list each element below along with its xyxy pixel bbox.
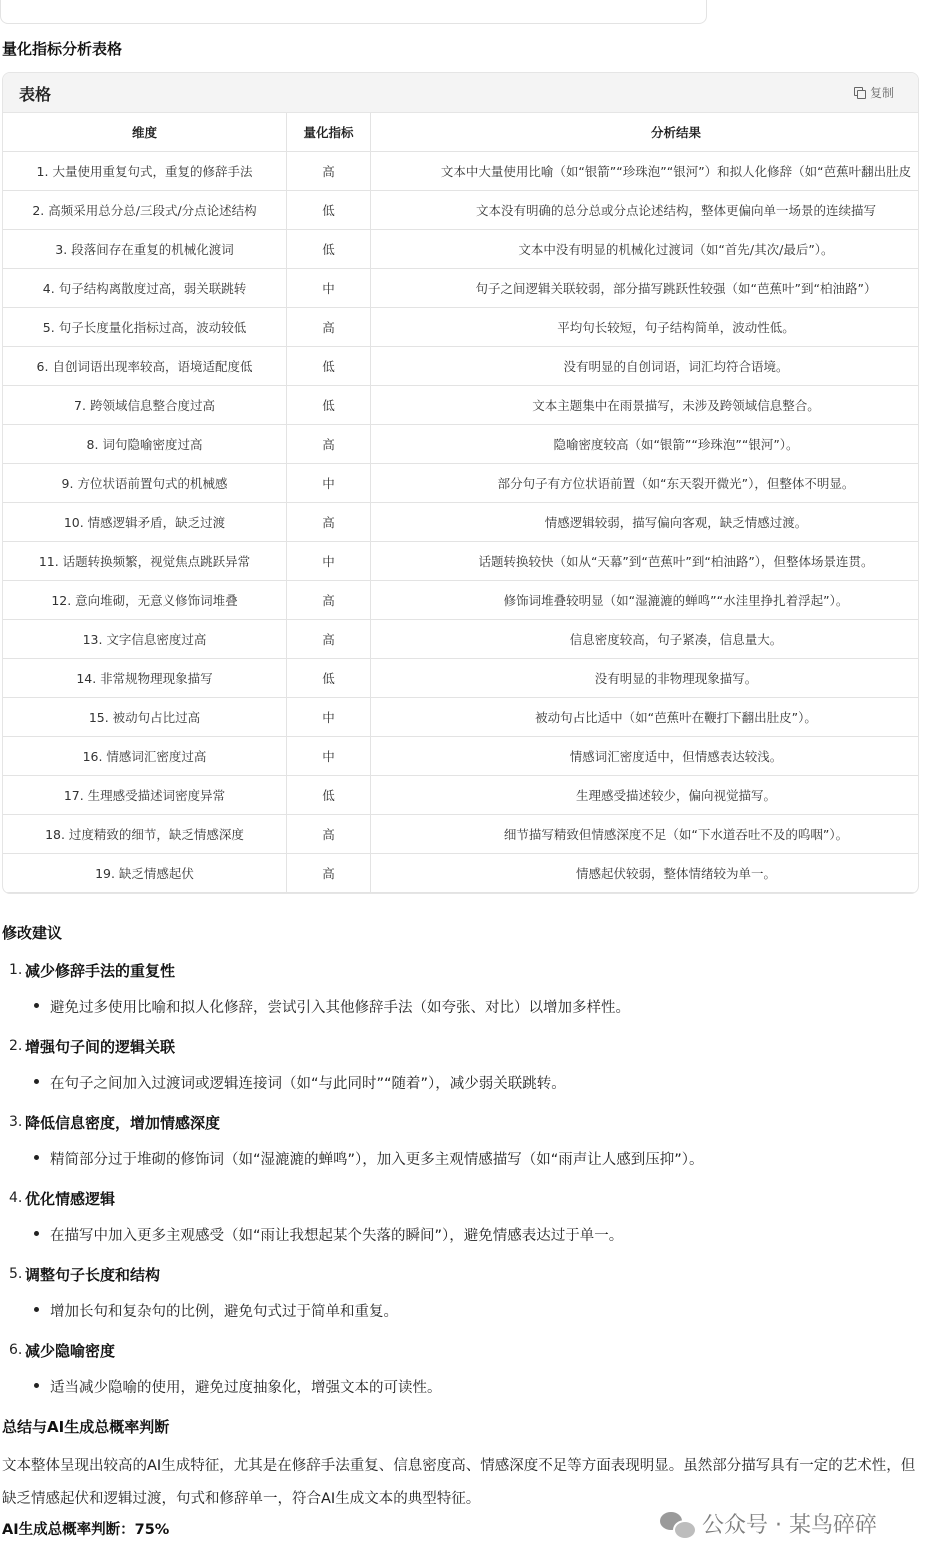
table-row	[3, 815, 919, 854]
suggestion-number: 3.	[9, 1114, 23, 1130]
previous-content-card	[0, 0, 707, 24]
cell-result: 文本中大量使用比喻（如“银箭”“珍珠泡”“银河”）和拟人化修辞（如“芭蕉叶翻出肚皮	[371, 152, 920, 191]
watermark-text: 公众号 · 某鸟碎碎	[702, 1513, 877, 1538]
wechat-icon	[660, 1510, 694, 1538]
table-row	[3, 698, 919, 737]
table-row	[3, 152, 919, 191]
suggestion-item	[0, 1034, 940, 1110]
cell-dimension: 1. 大量使用重复句式，重复的修辞手法	[3, 152, 287, 191]
suggestion-number: 4.	[9, 1190, 23, 1206]
table-row	[3, 191, 919, 230]
suggestions-title: 修改建议	[2, 924, 63, 942]
suggestion-title: 降低信息密度，增加情感深度	[25, 1114, 221, 1132]
cell-metric: 高	[287, 581, 371, 620]
suggestion-title: 减少修辞手法的重复性	[25, 962, 176, 980]
cell-metric: 高	[287, 425, 371, 464]
cell-metric: 高	[287, 815, 371, 854]
section-heading-table: 量化指标分析表格	[2, 40, 123, 58]
cell-dimension: 12. 意向堆砌，无意义修饰词堆叠	[3, 581, 287, 620]
cell-result: 平均句长较短，句子结构简单，波动性低。	[371, 308, 920, 347]
suggestion-title: 优化情感逻辑	[25, 1190, 116, 1208]
suggestion-item	[0, 1338, 940, 1414]
table-row	[3, 776, 919, 815]
cell-result: 信息密度较高，句子紧凑，信息量大。	[371, 620, 920, 659]
table-row	[3, 230, 919, 269]
cell-metric: 低	[287, 386, 371, 425]
cell-metric: 高	[287, 854, 371, 893]
suggestion-detail: 精简部分过于堆砌的修饰词（如“湿漉漉的蝉鸣”），加入更多主观情感描写（如“雨声让人感到压抑”）。	[50, 1152, 704, 1168]
cell-metric: 低	[287, 659, 371, 698]
suggestion-detail: 适当减少隐喻的使用，避免过度抽象化，增强文本的可读性。	[50, 1380, 442, 1396]
cell-result: 没有明显的非物理现象描写。	[371, 659, 920, 698]
bullet-icon	[34, 1003, 39, 1008]
suggestion-number: 6.	[9, 1342, 23, 1358]
cell-dimension: 18. 过度精致的细节，缺乏情感深度	[3, 815, 287, 854]
cell-result: 修饰词堆叠较明显（如“湿漉漉的蝉鸣”“水洼里挣扎着浮起”）。	[371, 581, 920, 620]
table-row	[3, 464, 919, 503]
table-row	[3, 659, 919, 698]
suggestion-number: 2.	[9, 1038, 23, 1054]
cell-metric: 低	[287, 230, 371, 269]
table-row	[3, 425, 919, 464]
suggestion-number: 5.	[9, 1266, 23, 1282]
suggestion-item	[0, 1262, 940, 1338]
cell-dimension: 9. 方位状语前置句式的机械感	[3, 464, 287, 503]
cell-metric: 低	[287, 191, 371, 230]
table-row	[3, 269, 919, 308]
summary-paragraph: 文本整体呈现出较高的AI生成特征，尤其是在修辞手法重复、信息密度高、情感深度不足等方面表现明显。虽然部分描写具有一定的艺术性，但缺乏情感起伏和逻辑过渡，句式和修辞单一，符合AI生成文本的典型特征。	[2, 1458, 916, 1507]
cell-dimension: 7. 跨领域信息整合度过高	[3, 386, 287, 425]
cell-result: 情感词汇密度适中，但情感表达较浅。	[371, 737, 920, 776]
cell-result: 被动句占比适中（如“芭蕉叶在鞭打下翻出肚皮”）。	[371, 698, 920, 737]
bullet-icon	[34, 1079, 39, 1084]
table-header-row	[3, 113, 919, 152]
cell-result: 没有明显的自创词语，词汇均符合语境。	[371, 347, 920, 386]
suggestion-detail: 避免过多使用比喻和拟人化修辞，尝试引入其他修辞手法（如夸张、对比）以增加多样性。	[50, 1000, 630, 1016]
copy-button[interactable]	[854, 84, 894, 101]
cell-result: 细节描写精致但情感深度不足（如“下水道吞吐不及的呜咽”）。	[371, 815, 920, 854]
watermark	[660, 1508, 877, 1539]
table-row	[3, 620, 919, 659]
cell-dimension: 3. 段落间存在重复的机械化渡词	[3, 230, 287, 269]
cell-metric: 高	[287, 308, 371, 347]
cell-dimension: 15. 被动句占比过高	[3, 698, 287, 737]
bullet-icon	[34, 1307, 39, 1312]
cell-dimension: 16. 情感词汇密度过高	[3, 737, 287, 776]
cell-result: 生理感受描述较少，偏向视觉描写。	[371, 776, 920, 815]
cell-dimension: 6. 自创词语出现率较高，语境适配度低	[3, 347, 287, 386]
cell-metric: 高	[287, 503, 371, 542]
cell-dimension: 8. 词句隐喻密度过高	[3, 425, 287, 464]
cell-metric: 中	[287, 464, 371, 503]
cell-result: 文本主题集中在雨景描写，未涉及跨领域信息整合。	[371, 386, 920, 425]
bullet-icon	[34, 1231, 39, 1236]
cell-metric: 中	[287, 737, 371, 776]
cell-metric: 中	[287, 542, 371, 581]
suggestion-title: 调整句子长度和结构	[25, 1266, 161, 1284]
suggestion-detail: 在句子之间加入过渡词或逻辑连接词（如“与此同时”“随着”），减少弱关联跳转。	[50, 1076, 566, 1092]
cell-metric: 低	[287, 776, 371, 815]
cell-result: 话题转换较快（如从“天幕”到“芭蕉叶”到“柏油路”），但整体场景连贯。	[371, 542, 920, 581]
cell-metric: 低	[287, 347, 371, 386]
table-row	[3, 386, 919, 425]
cell-result: 文本中没有明显的机械化过渡词（如“首先/其次/最后”）。	[371, 230, 920, 269]
table-row	[3, 581, 919, 620]
bullet-icon	[34, 1383, 39, 1388]
copy-icon	[854, 87, 865, 98]
cell-dimension: 11. 话题转换频繁，视觉焦点跳跃异常	[3, 542, 287, 581]
cell-dimension: 10. 情感逻辑矛盾，缺乏过渡	[3, 503, 287, 542]
table-row	[3, 503, 919, 542]
cell-dimension: 2. 高频采用总分总/三段式/分点论述结构	[3, 191, 287, 230]
cell-dimension: 13. 文字信息密度过高	[3, 620, 287, 659]
suggestion-item	[0, 958, 940, 1034]
cell-metric: 高	[287, 152, 371, 191]
copy-button-label: 复制	[869, 86, 894, 100]
suggestion-number: 1.	[9, 962, 23, 978]
header-dimension: 维度	[3, 113, 287, 152]
cell-result: 句子之间逻辑关联较弱，部分描写跳跃性较强（如“芭蕉叶”到“柏油路”）	[371, 269, 920, 308]
table-row	[3, 542, 919, 581]
table-body	[3, 152, 919, 893]
cell-metric: 中	[287, 698, 371, 737]
cell-dimension: 17. 生理感受描述词密度异常	[3, 776, 287, 815]
bullet-icon	[34, 1155, 39, 1160]
table-row	[3, 737, 919, 776]
table-card-header	[3, 73, 918, 113]
cell-result: 文本没有明确的总分总或分点论述结构，整体更偏向单一场景的连续描写	[371, 191, 920, 230]
suggestion-detail: 增加长句和复杂句的比例，避免句式过于简单和重复。	[50, 1304, 398, 1320]
summary-title: 总结与AI生成总概率判断	[2, 1418, 170, 1436]
table-row	[3, 308, 919, 347]
suggestion-item	[0, 1186, 940, 1262]
header-metric: 量化指标	[287, 113, 371, 152]
table-card-title: 表格	[19, 85, 52, 104]
ai-probability-judgement: AI生成总概率判断：75%	[2, 1522, 170, 1538]
cell-dimension: 4. 句子结构离散度过高，弱关联跳转	[3, 269, 287, 308]
cell-metric: 中	[287, 269, 371, 308]
cell-result: 隐喻密度较高（如“银箭”“珍珠泡”“银河”）。	[371, 425, 920, 464]
cell-metric: 高	[287, 620, 371, 659]
cell-result: 情感起伏较弱，整体情绪较为单一。	[371, 854, 920, 893]
suggestion-list	[0, 958, 940, 1414]
suggestion-title: 减少隐喻密度	[25, 1342, 116, 1360]
metrics-table	[3, 113, 919, 893]
table-card	[2, 72, 919, 894]
header-result: 分析结果	[371, 113, 920, 152]
table-row	[3, 854, 919, 893]
table-row	[3, 347, 919, 386]
cell-dimension: 5. 句子长度量化指标过高，波动较低	[3, 308, 287, 347]
cell-result: 部分句子有方位状语前置（如“东天裂开微光”），但整体不明显。	[371, 464, 920, 503]
suggestion-title: 增强句子间的逻辑关联	[25, 1038, 176, 1056]
cell-dimension: 14. 非常规物理现象描写	[3, 659, 287, 698]
cell-dimension: 19. 缺乏情感起伏	[3, 854, 287, 893]
cell-result: 情感逻辑较弱，描写偏向客观，缺乏情感过渡。	[371, 503, 920, 542]
suggestion-detail: 在描写中加入更多主观感受（如“雨让我想起某个失落的瞬间”），避免情感表达过于单一。	[50, 1228, 624, 1244]
suggestion-item	[0, 1110, 940, 1186]
